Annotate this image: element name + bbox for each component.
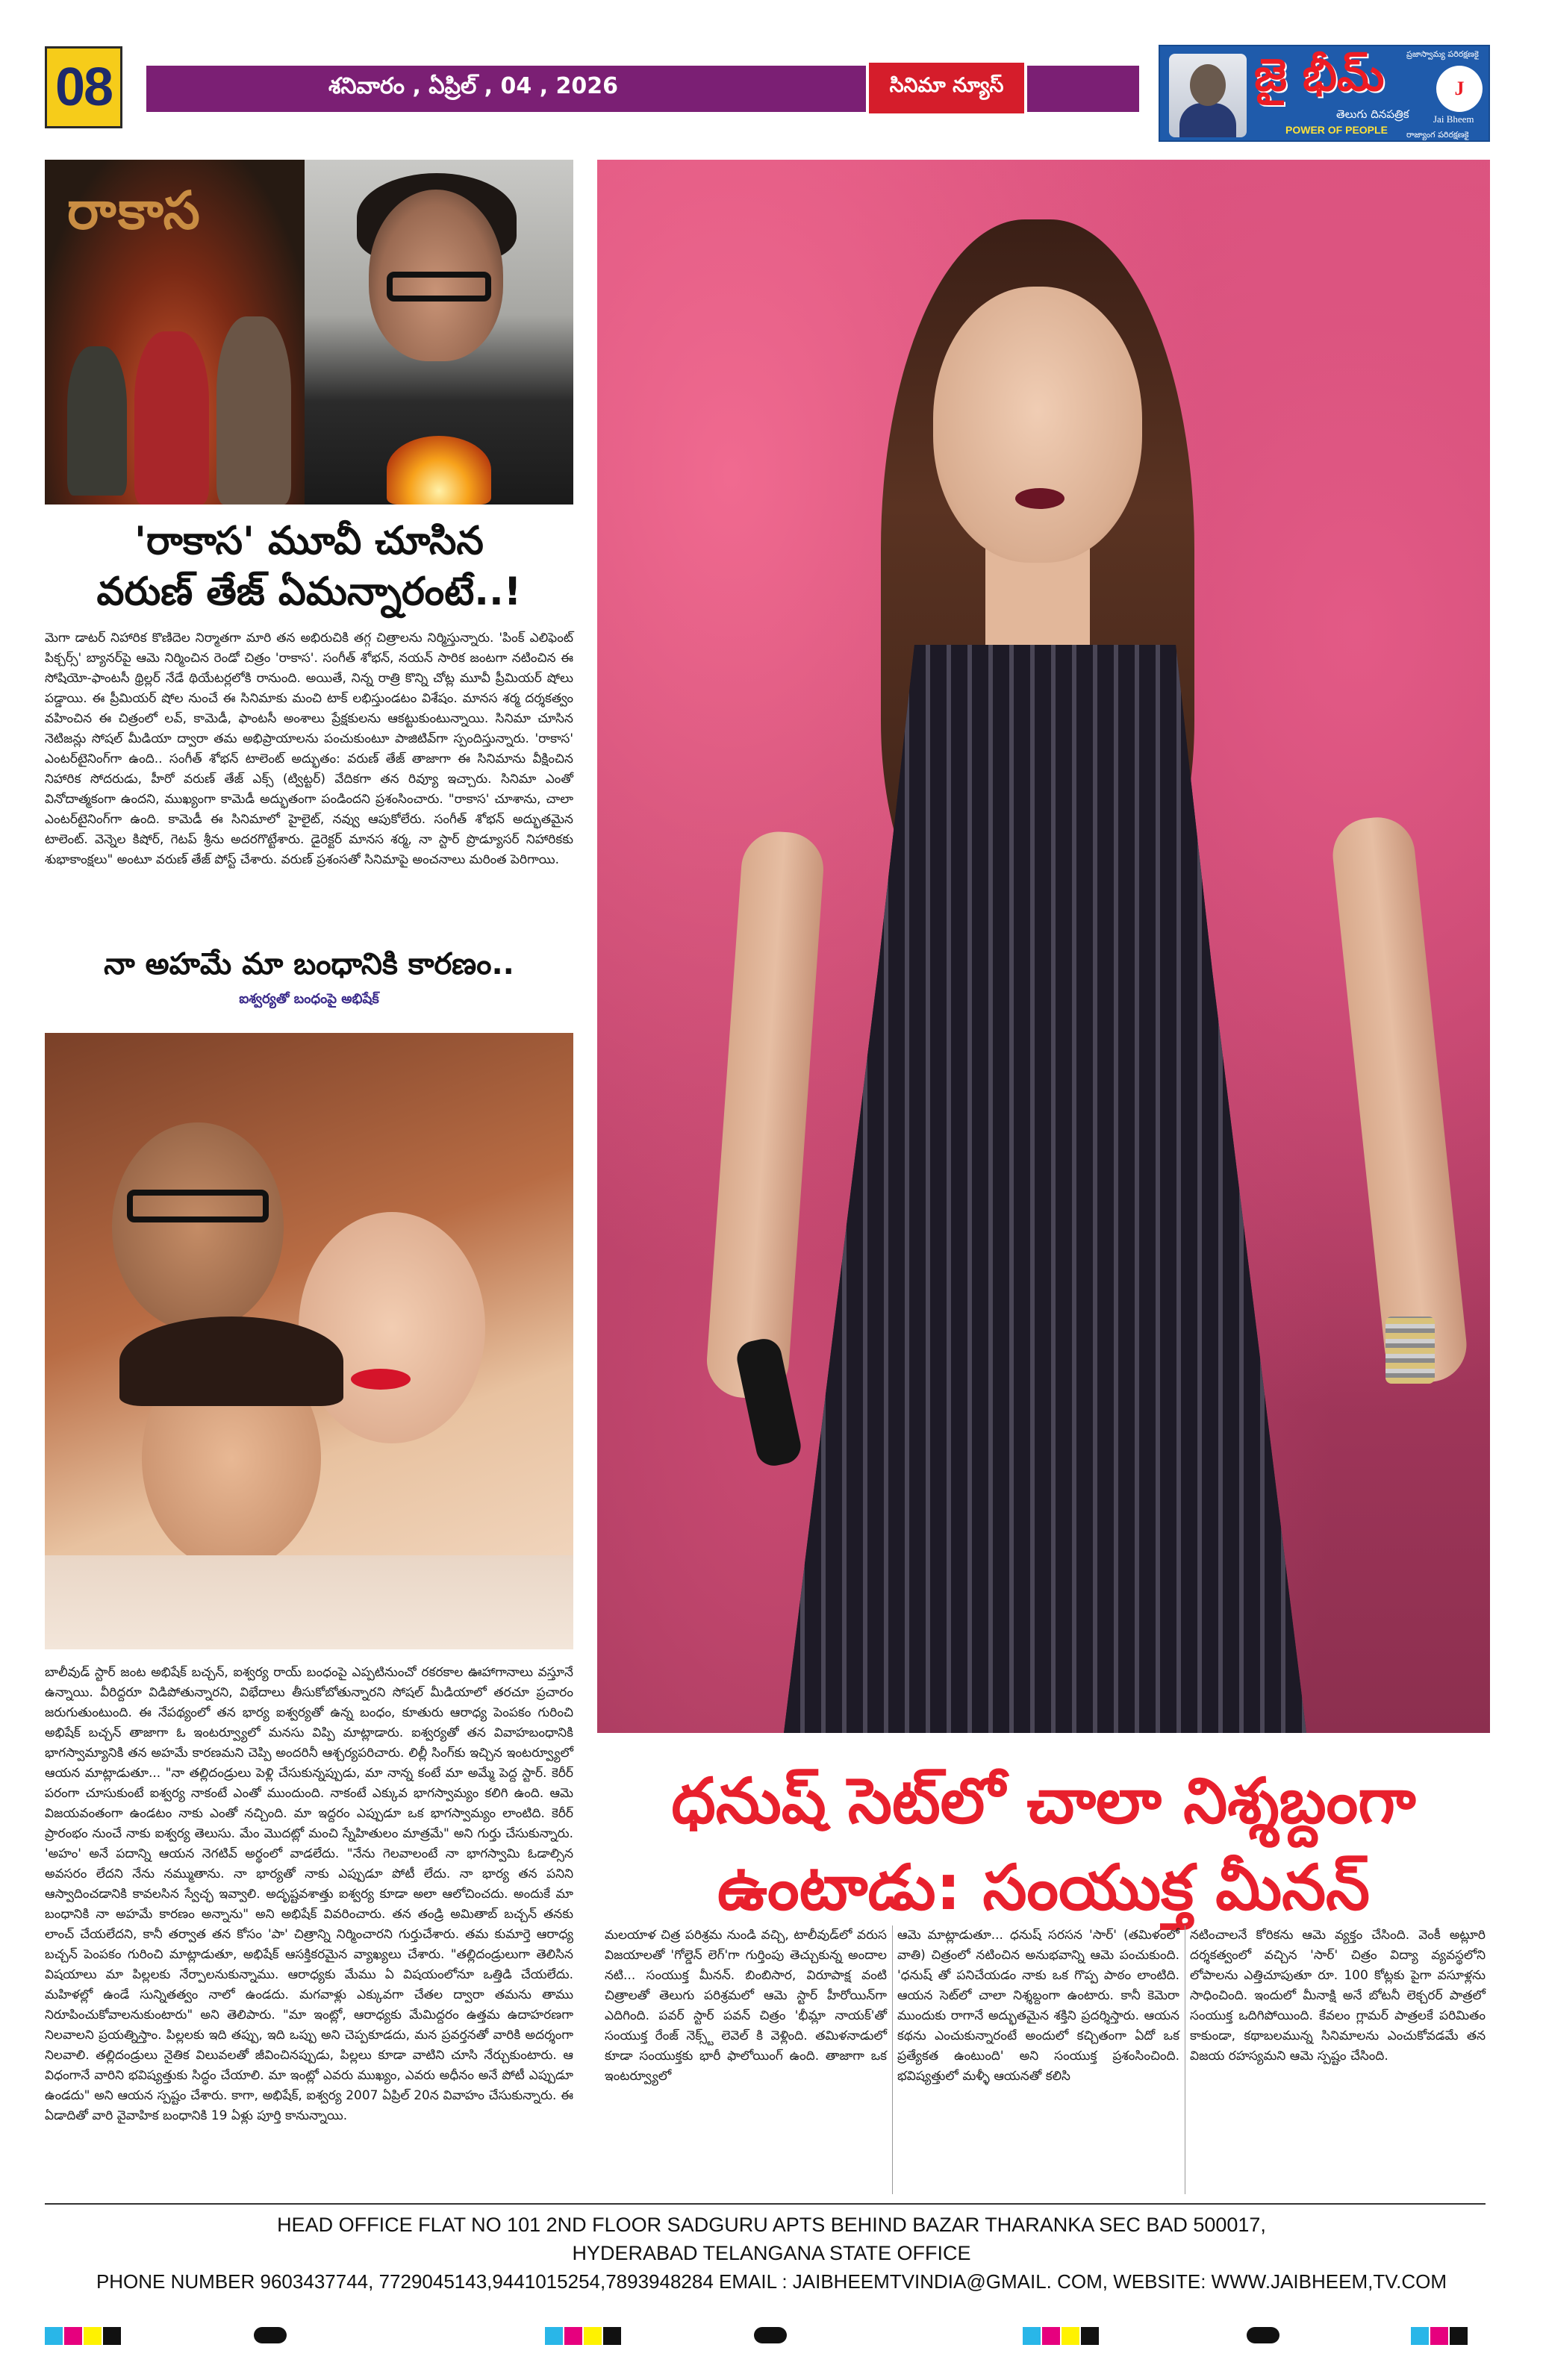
dress (784, 645, 1306, 1733)
column-divider (892, 1925, 893, 2194)
headline-line: 'రాకాస' మూవీ చూసిన (134, 519, 484, 563)
registration-mark (254, 2327, 287, 2343)
lips (1015, 488, 1064, 509)
article-1-headline (45, 516, 573, 617)
lips (351, 1369, 411, 1390)
article-3-column: మలయాళ చిత్ర పరిశ్రమ నుండి వచ్చి, టాలీవుడ్‌లో వరుస విజయాలతో 'గోల్డెన్ లెగ్'గా గుర్తింపు తెచ్చుకున్న అందాల నటి... సంయుక్త మీనన్. బింబిసార, విరూపాక్ష వంటి చిత్రాలతో తెలుగు పరిశ్రమలో ఆమె స్టార్ హీరోయిన్‌గా ఎదిగింది. పవర్ స్టార్ పవన్ చిత్రం 'భీమ్లా నాయక్'తో సంయుక్త రేంజ్ నెక్స్ట్ లెవెల్ కి వెళ్లింది. తమిళనాడులో కూడా సంయుక్తకు భారీ ఫాలోయింగ్ ఉంది. తాజాగా ఒక ఇంటర్వ్యూలో (605, 1928, 887, 2084)
headline-line: ఉంటాడు: సంయుక్త మీనన్ (717, 1850, 1371, 1924)
ambedkar-portrait-icon (1169, 54, 1247, 137)
headline-line: ధనుష్ సెట్‌లో చాలా నిశ్శబ్దంగా (671, 1764, 1416, 1837)
registration-marks (45, 2327, 121, 2346)
masthead-top-note: ప్రజాస్వామ్య పరిరక్షణకై (1406, 49, 1479, 59)
emblem-label: Jai Bheem (1433, 113, 1474, 125)
registration-marks (1411, 2327, 1468, 2346)
poster-figure (67, 346, 127, 496)
article-2-byline: ఐశ్వర్యతో బంధంపై అభిషేక్ (239, 991, 379, 1007)
section-label: సినిమా న్యూస్ (866, 60, 1027, 116)
registration-mark (1247, 2327, 1279, 2343)
masthead-bottom-note: రాజ్యాంగ పరిరక్షణకై (1406, 130, 1469, 140)
glasses-icon (127, 1190, 269, 1222)
article-1-body: మెగా డాటర్ నిహారిక కొణిదెల నిర్మాతగా మారి తన అభిరుచికి తగ్గ చిత్రాలను నిర్మిస్తున్నారు. 'పింక్ ఎలిఫెంట్ పిక్చర్స్' బ్యానర్‌పై ఆమె నిర్మించిన రెండో చిత్రం 'రాకాస'. సంగీత్ శోభన్, నయన్ సారిక జంటగా నటించిన ఈ సోషియో-ఫాంటసీ థ్రిల్లర్ నేడే థియేటర్లలోకి రానుంది. అయితే, నిన్న రాత్రి కొన్ని చోట్ల మూవీ ప్రీమియర్ షోలు పడ్డాయి. ఈ ప్రీమియర్ షోల నుంచే ఈ సినిమాకు మంచి టాక్ లభిస్తుండటం విశేషం. మానస శర్మ దర్శకత్వం వహించిన ఈ చిత్రంలో లవ్, కామెడీ, ఫాంటసీ అంశాలు ప్రేక్షకులను ఆకట్టుకుంటున్నాయి. సినిమా చూసిన నెటిజన్లు సోషల్ మీడియా ద్వారా తమ అభిప్రాయాలను పంచుకుంటూ పాజిటివ్‌గా స్పందిస్తున్నారు. 'రాకాస' ఎంటర్‌టైనింగ్‌గా ఉంది.. సంగీత్ శోభన్ టాలెంట్ అద్భుతం: వరుణ్ తేజ్ తాజాగా ఈ సినిమాను వీక్షించిన నిహారిక సోదరుడు, హీరో వరుణ్ తేజ్ ఎక్స్ (ట్విట్టర్) వేదికగా తన రివ్యూ ఇచ్చారు. సినిమా ఎంతో వినోదాత్మకంగా ఉందని, ముఖ్యంగా కామెడీ అద్భుతంగా పండిందని ప్రశంసించారు. "రాకాస' చూశాను, చాలా ఎంటర్‌టైనింగ్‌గా ఉంది. కామెడీ ఈ సినిమాలో హైలైట్, నవ్వు ఆపుకోలేరు. సంగీత్ శోభన్ అద్భుతమైన టాలెంట్. వెన్నెల కిషోర్, గెటప్ శ్రీను అదరగొట్టేశారు. డైరెక్టర్ మానస శర్మ, నా స్టార్ ప్రొడ్యూసర్ నిహారికకు శుభాకాంక్షలు" అంటూ వరుణ్ తేజ్ పోస్ట్ చేశారు. వరుణ్ ప్రశంసతో సినిమాపై అంచనాలు మరింత పెరిగాయి. (45, 631, 573, 867)
flame-icon (387, 436, 491, 505)
glasses-icon (387, 272, 491, 302)
footer-office: HYDERABAD TELANGANA STATE OFFICE (572, 2242, 971, 2264)
masthead-subtitle: తెలుగు దినపత్రిక (1336, 107, 1409, 121)
article-3-column: ఆమె మాట్లాడుతూ... ధనుష్ సరసన 'సార్' (తమిళంలో వాతి) చిత్రంలో నటించిన అనుభవాన్ని ఆమె పంచుకుంది. 'ధనుష్ తో పనిచేయడం నాకు ఒక గొప్ప పాఠం లాంటిది. ఆయన సెట్‌లో చాలా నిశ్శబ్దంగా ఉంటారు. కానీ కెమెరా ముందుకు రాగానే అద్భుతమైన శక్తిని ప్రదర్శిస్తారు. ఆయన కథను ఎంచుకున్నారంటే అందులో కచ్చితంగా ఏదో ఒక ప్రత్యేకత ఉంటుంది' అని సంయుక్త ప్రశంసించింది. భవిష్యత్తులో మళ్ళీ ఆయనతో కలిసి (897, 1928, 1179, 2084)
masthead-name: జై భీమ్ (1254, 49, 1385, 101)
samyuktha-menon-photo (597, 160, 1490, 1733)
rakaasa-poster-image (45, 160, 305, 505)
page-number: 08 (45, 46, 122, 128)
jai-bheem-emblem-icon: J (1436, 66, 1483, 112)
registration-marks (1023, 2327, 1099, 2346)
article-3-headline (597, 1758, 1490, 1931)
masthead-tagline: POWER OF PEOPLE (1285, 124, 1388, 136)
footer-address: HEAD OFFICE FLAT NO 101 2ND FLOOR SADGURU APTS BEHIND BAZAR THARANKA SEC BAD 500017, (277, 2214, 1266, 2236)
poster-figure (134, 331, 209, 505)
issue-date: శనివారం , ఏప్రిల్ , 04 , 2026 (328, 73, 619, 99)
microphone-icon (734, 1336, 804, 1469)
poster-title: రాకాస (67, 179, 202, 241)
article-2-body: బాలీవుడ్ స్టార్ జంట అభిషేక్ బచ్చన్, ఐశ్వర్య రాయ్ బంధంపై ఎప్పటినుంచో రకరకాల ఊహాగానాలు వస్తూనే ఉన్నాయి. వీరిద్దరూ విడిపోతున్నారని, విభేదాలు తీసుకోబోతున్నారని సోషల్ మీడియాలో తరచూ ప్రచారం జరుగుతుంటుంది. ఈ నేపథ్యంలో తన భార్య ఐశ్వర్యతో ఉన్న బంధం, కూతురు ఆరాధ్య పెంపకం గురించి అభిషేక్ బచ్చన్ తాజాగా ఓ ఇంటర్వ్యూలో మనసు విప్పి మాట్లాడారు. ఐశ్వర్యతో తన వివాహబంధానికి భాగస్వామ్యానికి తన అహమే కారణమని చెప్పి అందరినీ ఆశ్చర్యపరిచారు. లిల్లీ సింగ్‌కు ఇచ్చిన ఇంటర్వ్యూలో ఆయన మాట్లాడుతూ... "నా తల్లిదండ్రులు పెళ్లి చేసుకున్నప్పుడు, మా నాన్న కంటే మా అమ్మే పెద్ద స్టార్. కెరీర్ పరంగా చూసుకుంటే ఐశ్వర్య నాకంటే ఎంతో ముందుంది. నాకంటే ఎక్కువ భాగస్వామ్యం కలిగి ఉంది. ఆమె విజయవంతంగా ఉండటం నాకు ఎంతో నచ్చింది. మా ఇద్దరం ఎప్పుడూ ఒక భాగస్వామ్యం లాంటిది. కెరీర్ ప్రారంభం నుంచే నాకు ఐశ్వర్య తెలుసు. మేం మొదట్లో మంచి స్నేహితులం మాత్రమే" అని గుర్తు చేసుకున్నారు. 'అహం' అనే పదాన్ని ఆయన నెగటివ్ అర్థంలో వాడలేదు. "నేను గెలవాలంటే నా భాగస్వామి ఓడాల్సిన అవసరం లేదని నేను నమ్ముతాను. నా భార్యతో నాకు ఎప్పుడూ పోటీ లేదు. నా భార్య తన పనిని ఆస్వాదించడానికి కావలసిన స్వేచ్ఛ ఇవ్వాలి. అదృష్టవశాత్తు ఐశ్వర్య కూడా అలా ఆలోచించదు. అందుకే మా బంధానికి నా అహమే కారణం అన్నాను" అని అభిషేక్ వివరించారు. తన తండ్రి అమితాబ్ బచ్చన్ తనకు లాంచ్ చేయలేదని, కానీ తర్వాత తన కోసం 'పా' చిత్రాన్ని నిర్మించారని గుర్తుచేశారు. తమ కుమార్తె ఆరాధ్య బచ్చన్ పెంపకం గురించి మాట్లాడుతూ, అభిషేక్ ఆసక్తికరమైన వ్యాఖ్యలు చేశారు. "తల్లిదండ్రులుగా తెలిసిన విషయాలు మా పిల్లలకు నేర్పాలనుకున్నాము. ఆరాధ్యకు మేము ఏ విషయంలోనూ ఒత్తిడి చేయలేదు. మహిళల్లో ఉండే సున్నితత్వం నాలో ఉండదు. మగవాళ్లు ఎక్కువగా చేతల ద్వారా తమను తాము నిరూపించుకోవాలనుకుంటారు" అని తెలిపారు. "మా ఇంట్లో, ఆరాధ్యకు మేమిద్దరం ఉత్తమ ఉదాహరణగా నిలవాలని ప్రయత్నిస్తాం. పిల్లలకు ఇది తప్పు, ఇది ఒప్పు అని చెప్పకూడదు, మన ప్రవర్తనతో వారికి అదర్శంగా నిలవాలి. తల్లిదండ్రులు నైతిక విలువలతో జీవించినప్పుడు, పిల్లలు కూడా వాటిని చూసి నేర్చుకుంటారు. ఆ విధంగానే వారిని భవిష్యత్తుకు సిద్ధం చేయాలి. మా ఇంట్లో ఎవరు ముఖ్యం, ఎవరు అధీనం అనే పోటీ ఎప్పుడూ ఉండదు" అని ఆయన స్పష్టం చేశారు. కాగా, అభిషేక్, ఐశ్వర్య 2007 ఏప్రిల్ 20న వివాహం చేసుకున్నారు. ఈ ఏడాదితో వారి వైవాహిక బంధానికి 19 ఏళ్లు పూర్తి కానున్నాయి. (45, 1665, 573, 2123)
bachchan-family-photo (45, 1033, 573, 1649)
registration-mark (754, 2327, 787, 2343)
headline-line: వరుణ్ తేజ్ ఏమన్నారంటే..! (96, 569, 522, 614)
bangles (1385, 1317, 1435, 1384)
poster-figure (216, 316, 291, 505)
masthead-logo (1159, 45, 1490, 142)
footer-contact: PHONE NUMBER 9603437744, 7729045143,9441015254,7893948284 EMAIL : JAIBHEEMTVINDIA@GMAIL. COM, WEBSITE: WWW.JAIBHEEM,TV.COM (96, 2270, 1447, 2293)
article-3-column: నటించాలనే కోరికను ఆమె వ్యక్తం చేసింది. వెంకీ అట్లూరి దర్శకత్వంలో వచ్చిన 'సార్' చిత్రం విద్యా వ్యవస్థలోని లోపాలను ఎత్తిచూపుతూ రూ. 100 కోట్లకు పైగా వసూళ్లను సాధించింది. ఇందులో మీనాక్షి అనే బోటనీ లెక్చరర్ పాత్రలో సంయుక్త ఒదిగిపోయింది. కేవలం గ్లామర్ పాత్రలకే పరిమితం కాకుండా, కథాబలమున్న సినిమాలను ఎంచుకోవడమే తన విజయ రహస్యమని ఆమె స్పష్టం చేసింది. (1190, 1928, 1486, 2064)
registration-marks (545, 2327, 621, 2346)
varun-tej-photo (305, 160, 573, 505)
footer-divider (45, 2203, 1486, 2205)
article-2-headline: నా అహమే మా బంధానికి కారణం.. (104, 947, 514, 981)
